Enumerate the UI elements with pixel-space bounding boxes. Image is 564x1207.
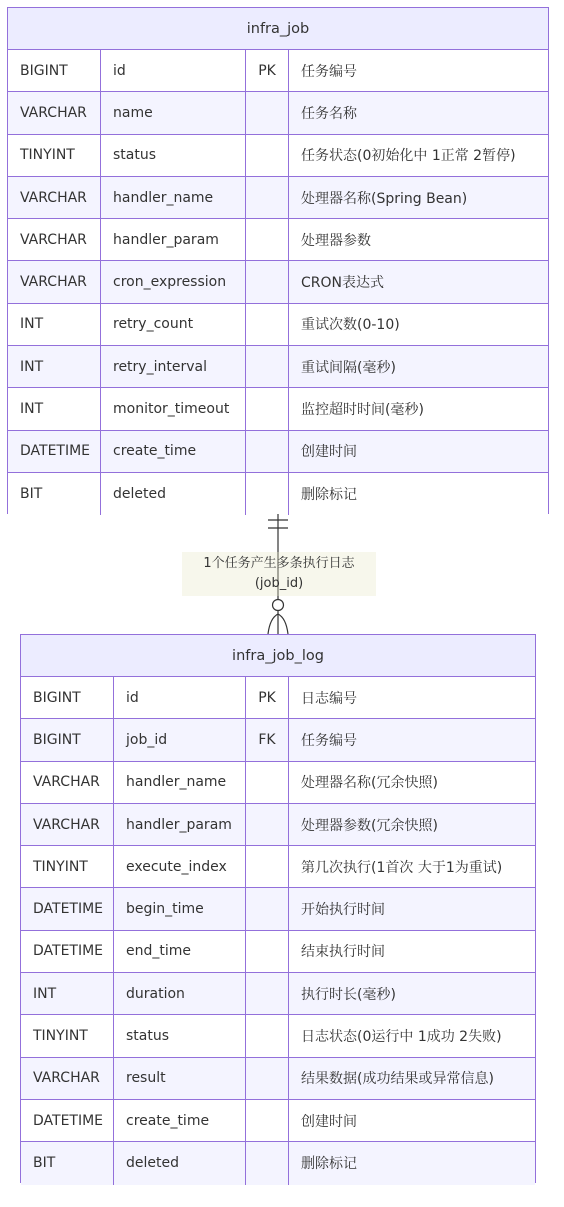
attribute-comment: 任务编号 [301,63,357,80]
attribute-name: handler_param [101,219,246,260]
attribute-type: VARCHAR [21,1058,114,1099]
entity-title: infra_job [8,8,548,50]
attribute-row [21,804,535,846]
attribute-name: begin_time [114,888,246,929]
relationship-label-line2: (job_id) [254,576,304,591]
attribute-comment: 日志状态(0运行中 1成功 2失败) [301,1029,502,1046]
attribute-type: INT [21,973,114,1014]
attribute-type: VARCHAR [21,762,114,803]
attribute-name: duration [114,973,246,1014]
attribute-name: handler_name [101,177,246,218]
attribute-comment: 重试间隔(毫秒) [301,359,396,376]
attribute-key [246,804,289,845]
attribute-name: retry_interval [101,346,246,387]
attribute-comment: 处理器参数(冗余快照) [301,817,438,834]
attribute-comment: 执行时长(毫秒) [301,986,396,1003]
attribute-key [246,762,289,803]
attribute-row [21,846,535,888]
relationship-label-line1: 1个任务产生多条执行日志 [203,556,355,571]
attribute-type: VARCHAR [8,177,101,218]
attribute-key: PK [246,677,289,718]
attribute-type: DATETIME [21,931,114,972]
attribute-comment: 监控超时时间(毫秒) [301,402,424,419]
attribute-row [21,888,535,930]
attribute-name: end_time [114,931,246,972]
attribute-key: FK [246,719,289,760]
attribute-key [246,888,289,929]
attribute-name: id [114,677,246,718]
attribute-row [21,1100,535,1142]
attribute-type: BIGINT [8,50,101,91]
attribute-type: TINYINT [21,1015,114,1056]
attribute-name: execute_index [114,846,246,887]
attribute-comment: 重试次数(0-10) [301,317,400,334]
attribute-comment: 任务状态(0初始化中 1正常 2暂停) [301,148,516,165]
attribute-key [246,1015,289,1056]
attribute-comment: 删除标记 [301,487,357,504]
attribute-name: handler_param [114,804,246,845]
attribute-type: INT [8,346,101,387]
attribute-type: VARCHAR [8,92,101,133]
attribute-name: deleted [101,473,246,515]
attribute-key [246,973,289,1014]
attribute-name: retry_count [101,304,246,345]
entity-infra-job-log[interactable] [20,634,536,1183]
attribute-name: status [101,135,246,176]
attribute-type: TINYINT [21,846,114,887]
attribute-row [21,973,535,1015]
attribute-comment: 处理器参数 [301,232,371,249]
attribute-name: id [101,50,246,91]
attribute-comment: 结束执行时间 [301,944,385,961]
attribute-comment: 日志编号 [301,690,357,707]
attribute-name: job_id [114,719,246,760]
attribute-key [246,1100,289,1141]
attribute-type: TINYINT [8,135,101,176]
attribute-name: result [114,1058,246,1099]
attribute-name: create_time [101,431,246,472]
attribute-comment: 结果数据(成功结果或异常信息) [301,1071,494,1088]
attribute-key [246,1058,289,1099]
attribute-row [21,719,535,761]
attribute-name: create_time [114,1100,246,1141]
attribute-row [21,1058,535,1100]
attribute-comment: 任务编号 [301,732,357,749]
attribute-row [21,677,535,719]
attribute-type: BIT [21,1142,114,1184]
attribute-name: monitor_timeout [101,388,246,429]
attribute-row [21,762,535,804]
attribute-type: BIGINT [21,677,114,718]
attribute-type: INT [8,304,101,345]
attribute-comment: 任务名称 [301,105,357,122]
attribute-key: PK [246,50,289,91]
attribute-type: VARCHAR [8,261,101,302]
attribute-type: DATETIME [21,1100,114,1141]
zero-marker-circle [273,600,284,611]
attribute-type: VARCHAR [8,219,101,260]
entity-title: infra_job_log [21,635,535,677]
attribute-key [246,846,289,887]
relationship-label [182,552,376,596]
attribute-comment: 创建时间 [301,1113,357,1130]
attribute-comment: 开始执行时间 [301,902,385,919]
attribute-type: VARCHAR [21,804,114,845]
attribute-type: BIGINT [21,719,114,760]
attribute-comment: 创建时间 [301,444,357,461]
attribute-name: deleted [114,1142,246,1184]
attribute-name: cron_expression [101,261,246,302]
attribute-comment: 处理器名称(冗余快照) [301,775,438,792]
attribute-comment: 删除标记 [301,1156,357,1173]
attribute-comment: CRON表达式 [301,275,384,292]
attribute-name: name [101,92,246,133]
attribute-row [21,1142,535,1184]
attribute-type: DATETIME [8,431,101,472]
attribute-type: DATETIME [21,888,114,929]
attribute-comment: 处理器名称(Spring Bean) [301,190,468,207]
attribute-list [21,677,535,1185]
attribute-comment: 第几次执行(1首次 大于1为重试) [301,859,503,876]
attribute-type: BIT [8,473,101,515]
attribute-row [21,1015,535,1057]
attribute-row [21,931,535,973]
attribute-name: status [114,1015,246,1056]
attribute-key [246,931,289,972]
attribute-name: handler_name [114,762,246,803]
attribute-type: INT [8,388,101,429]
attribute-key [246,1142,289,1184]
